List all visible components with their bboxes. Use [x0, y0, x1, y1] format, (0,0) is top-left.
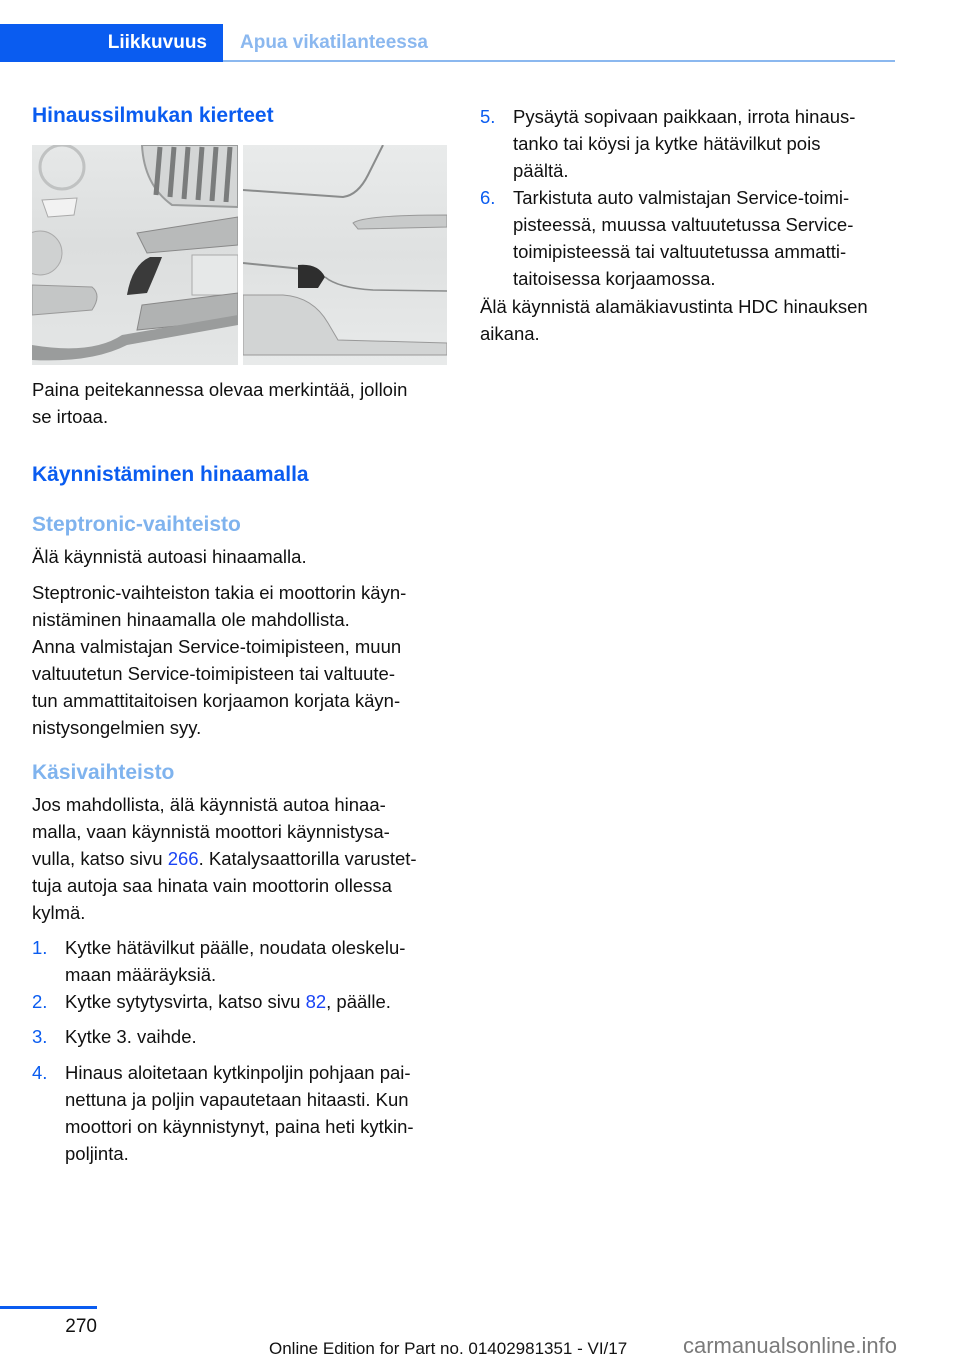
text-fragment: , päälle.: [326, 991, 391, 1012]
step-text: [513, 184, 853, 292]
text-line: nistysongelmien syy.: [32, 717, 202, 738]
paragraph-hdc-note: [480, 293, 910, 347]
rear-bumper-image: [243, 145, 447, 365]
page-number: 270: [65, 1316, 97, 1337]
paragraph-service-repair: [32, 633, 452, 741]
text-line: tuja autoja saa hinata vain moottorin ollessa: [32, 875, 392, 896]
text-line: Älä käynnistä alamäkiavustinta HDC hinauksen: [480, 296, 868, 317]
step-text: [65, 1059, 414, 1167]
text-line: taitoisessa korjaamossa.: [513, 268, 716, 289]
text-fragment: vulla, katso sivu: [32, 848, 168, 869]
text-fragment: . Katalysaattorilla varustet-: [198, 848, 417, 869]
step-number: 4.: [32, 1062, 48, 1083]
subheading-steptronic: Steptronic-vaihteisto: [32, 513, 241, 536]
heading-tow-eye-threads: Hinaussilmukan kierteet: [32, 104, 274, 127]
subheading-manual-transmission: Käsivaihteisto: [32, 761, 175, 784]
text-line: Hinaus aloitetaan kytkinpoljin pohjaan pai-: [65, 1062, 411, 1083]
step-number: 1.: [32, 937, 48, 958]
rear-bumper-illustration: [243, 145, 447, 365]
text-line: tun ammattitaitoisen korjaamon korjata käyn-: [32, 690, 401, 711]
text-line: [65, 988, 391, 1015]
text-line: toimipisteessä tai valtuutetussa ammatti-: [513, 241, 847, 262]
step-number: 5.: [480, 106, 496, 127]
step-text: [513, 103, 855, 184]
watermark: carmanualsonline.info: [683, 1333, 898, 1358]
text-line: se irtoaa.: [32, 406, 109, 427]
step-number: 3.: [32, 1026, 48, 1047]
text-line: nistäminen hinaamalla ole mahdollista.: [32, 609, 350, 630]
text-line: maan määräyksiä.: [65, 964, 217, 985]
tow-eye-figure: [32, 145, 447, 365]
text-line: Anna valmistajan Service-toimipisteen, muun: [32, 636, 402, 657]
paragraph-steptronic-reason: [32, 579, 452, 633]
text-line: tanko tai köysi ja kytke hätävilkut pois: [513, 133, 821, 154]
text-line: Tarkistuta auto valmistajan Service-toimi-: [513, 187, 850, 208]
page-header: [0, 24, 895, 62]
footer-accent-line: [0, 1306, 97, 1309]
paragraph-manual-tow-start: [32, 791, 452, 926]
section-tab[interactable]: Apua vikatilanteessa: [240, 32, 428, 53]
text-line: malla, vaan käynnistä moottori käynnistysa-: [32, 821, 390, 842]
edition-label: Online Edition for Part no. 01402981351 - VI/17: [269, 1339, 628, 1358]
text-line: Kytke hätävilkut päälle, noudata oleskelu-: [65, 937, 406, 958]
text-line: Pysäytä sopivaan paikkaan, irrota hinaus-: [513, 106, 856, 127]
text-line: [32, 845, 452, 872]
text-line: Jos mahdollista, älä käynnistä autoa hinaa-: [32, 794, 386, 815]
text-fragment: Kytke sytytysvirta, katso sivu: [65, 991, 306, 1012]
text-line: päältä.: [513, 160, 569, 181]
text-line: Paina peitekannessa olevaa merkintää, jolloin: [32, 379, 408, 400]
page-link-82[interactable]: 82: [305, 991, 327, 1012]
step-number: 2.: [32, 991, 48, 1012]
step-text: [65, 988, 391, 1015]
text-line: kylmä.: [32, 902, 86, 923]
step-number: 6.: [480, 187, 496, 208]
chapter-tab[interactable]: Liikkuvuus: [0, 24, 223, 62]
text-line: Kytke 3. vaihde.: [65, 1026, 197, 1047]
paragraph-press-cover: [32, 376, 452, 430]
paragraph-do-not-tow-start: Älä käynnistä autoasi hinaamalla.: [32, 546, 307, 567]
page-link-266[interactable]: 266: [167, 848, 199, 869]
text-line: Steptronic-vaihteiston takia ei moottorin käyn-: [32, 582, 407, 603]
heading-tow-start: Käynnistäminen hinaamalla: [32, 463, 309, 486]
step-text: [65, 1023, 197, 1050]
front-bumper-illustration: [32, 145, 238, 365]
text-line: valtuutetun Service-toimipisteen tai valtuute-: [32, 663, 395, 684]
text-line: pisteessä, muussa valtuutetussa Service-: [513, 214, 854, 235]
front-bumper-image: [32, 145, 238, 365]
text-line: moottori on käynnistynyt, paina heti kytkin-: [65, 1116, 414, 1137]
text-line: poljinta.: [65, 1143, 129, 1164]
text-line: aikana.: [480, 323, 540, 344]
step-text: [65, 934, 405, 988]
text-line: nettuna ja poljin vapautetaan hitaasti. Kun: [65, 1089, 409, 1110]
header-divider: [223, 60, 895, 62]
